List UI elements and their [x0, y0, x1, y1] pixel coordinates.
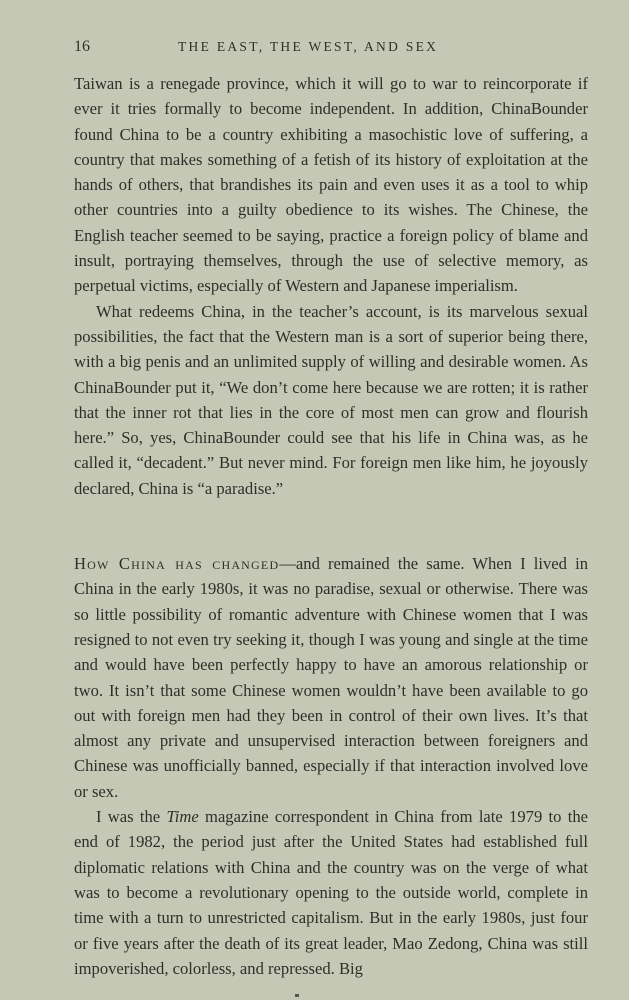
section-lead-in: How China has changed [74, 554, 280, 574]
paragraph-1: Taiwan is a renegade province, which it will go to war to reincorporate if ever it tries formally to become independent. In addition, ChinaBounder found China to be a country exhibiting a masochistic love of suffering, a country that makes something of a fetish of its history of exploitation at the hands of others, that brandishes its pain and even uses it as a tool to whip other countries into a guilty obedience to its wishes. The Chinese, the English teacher seemed to be saying, practice a foreign policy of blame and insult, portraying themselves, through the use of selective memory, as perpetual victims, especially of Western and Japanese imperialism. [74, 74, 588, 296]
paragraph-4 [74, 804, 588, 981]
scan-mark [295, 994, 299, 997]
magazine-title: Time [166, 807, 199, 827]
body-text [74, 71, 588, 981]
section-break [74, 501, 588, 551]
paragraph-2: What redeems China, in the teacher’s account, is its marvelous sexual possibilities, the fact that the Western man is a sort of superior being there, with a big penis and an unlimited supply of willing and desirable women. As ChinaBounder put it, “We don’t come here because we are rotten; it is rather that the inner rot that lies in the core of most men can grow and flourish here.” So, yes, ChinaBounder could see that his life in China was, as he called it, “decadent.” But never mind. For foreign men like him, he joyously declared, China is “a paradise.” [74, 301, 588, 498]
page-header [74, 38, 583, 58]
paragraph-4-start: I was the [96, 807, 167, 827]
paragraph-3 [74, 551, 588, 804]
running-head: THE EAST, THE WEST, AND SEX [178, 39, 439, 54]
paragraph-4-rest: magazine correspondent in China from late 1979 to the end of 1982, the period just after the United States had established full diplomatic relations with China and the country was on the verge of what was to become a revolutionary opening to the outside world, complete in time with a turn to unrestricted capitalism. But in the early 1980s, just four or five years after the death of its great leader, Mao Zedong, China was still impoverished, colorless, and repressed. Big [74, 807, 588, 978]
page-number: 16 [74, 38, 90, 55]
paragraph-3-text: —and remained the same. When I lived in China in the early 1980s, it was no paradise, sexual or otherwise. There was so little possibility of romantic adventure with Chinese women that I was resigned to not even try seeking it, though I was young and single at the time and would have been perfectly happy to have an amorous relationship or two. It isn’t that some Chinese women wouldn’t have been available to go out with foreign men had they been in control of their own lives. It’s that almost any private and unsupervised interaction between foreigners and Chinese was unofficially banned, especially if that interaction involved love or sex. [74, 554, 588, 801]
